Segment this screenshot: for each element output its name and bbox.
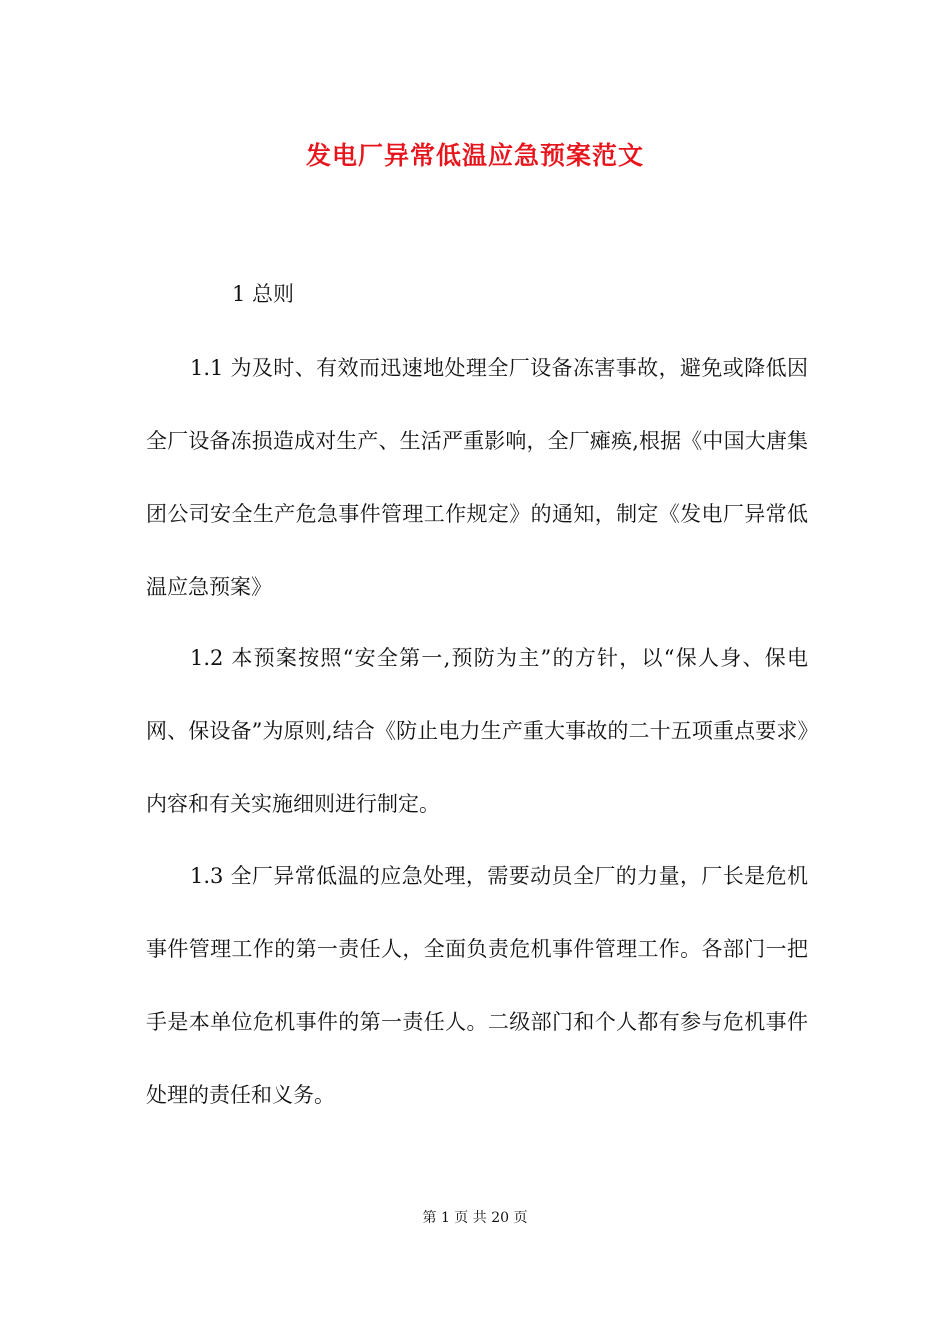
section-heading: 1 总则 [232,282,295,306]
paragraph-1-1: 1.1 为及时、有效而迅速地处理全厂设备冻害事故，避免或降低因全厂设备冻损造成对生产、生活严重影响，全厂瘫痪,根据《中国大唐集团公司安全生产危急事件管理工作规定》的通知，制定《发电厂异常低温应急预案》 [146,356,808,599]
document-title: 发电厂异常低温应急预案范文 [305,141,644,170]
paragraph-1-3: 1.3 全厂异常低温的应急处理，需要动员全厂的力量，厂长是危机事件管理工作的第一责任人，全面负责危机事件管理工作。各部门一把手是本单位危机事件的第一责任人。二级部门和个人都有参与危机事件处理的责任和义务。 [146,864,808,1107]
page-number-footer: 第 1 页 共 20 页 [422,1210,528,1226]
paragraph-1-2: 1.2 本预案按照“安全第一,预防为主”的方针，以“保人身、保电网、保设备”为原则,结合《防止电力生产重大事故的二十五项重点要求》内容和有关实施细则进行制定。 [146,646,808,816]
